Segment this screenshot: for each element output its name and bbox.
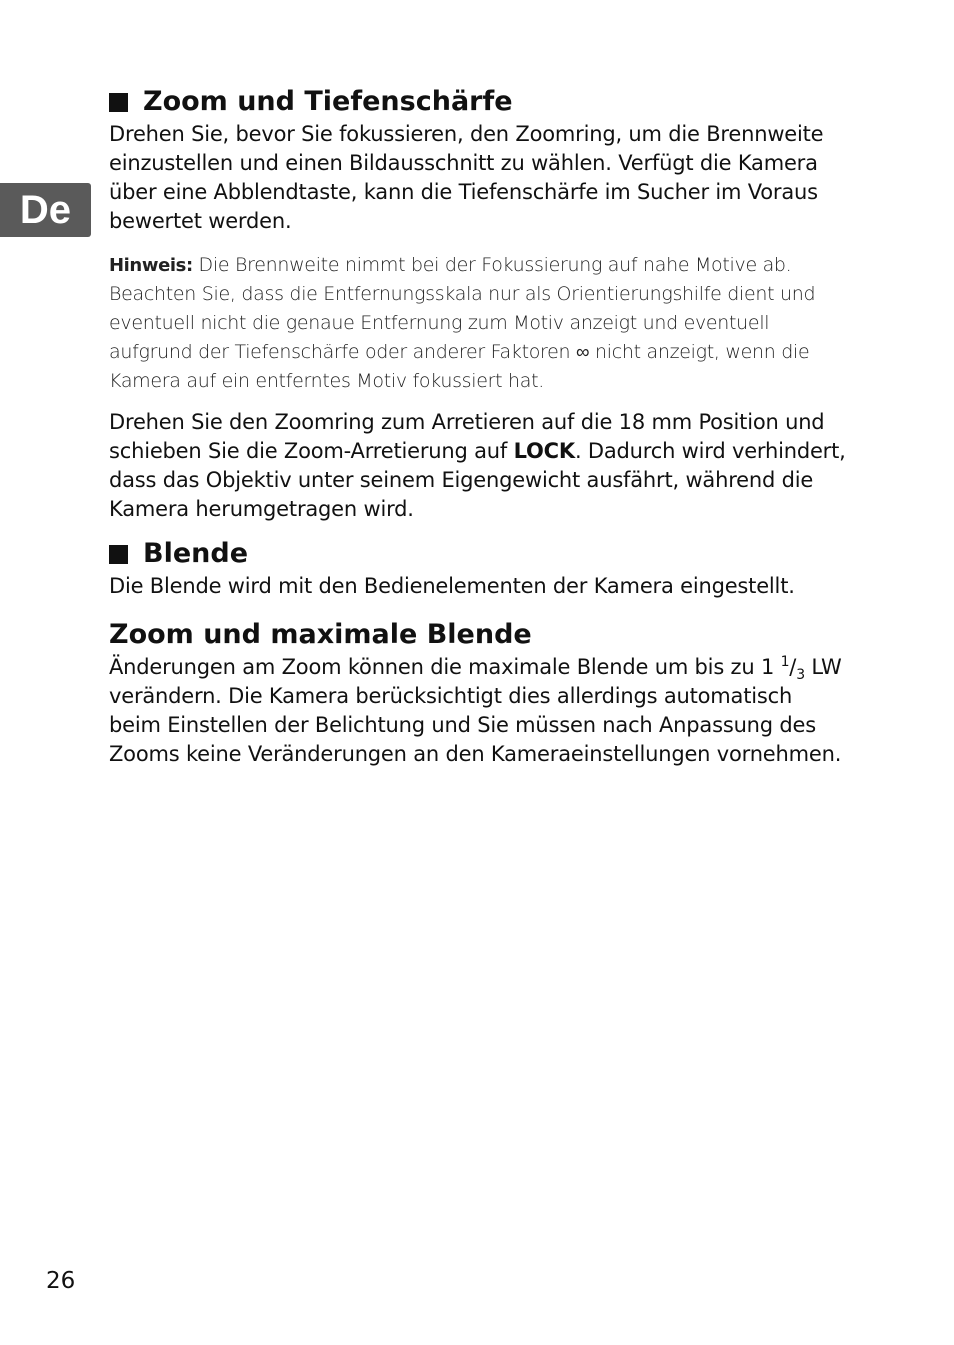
page-content (109, 84, 849, 769)
section-heading-blende (109, 536, 849, 572)
fraction-denominator: 3 (796, 667, 805, 684)
lock-word: LOCK (513, 439, 575, 463)
paragraph-zoom-lock (109, 408, 849, 524)
text-before-fraction: Änderungen am Zoom können die maximale Blende um bis zu 1 (109, 655, 781, 679)
lock-text-after: . Dadurch wird verhindert, dass das Objektiv unter seinem Eigengewicht ausfährt, während die Kamera herumgetragen wird. (109, 439, 846, 521)
language-tab: De (0, 183, 91, 237)
paragraph-blende: Die Blende wird mit den Bedienelementen der Kamera eingestellt. (109, 574, 795, 598)
paragraph-zoom-intro: Drehen Sie, bevor Sie fokussieren, den Zoomring, um die Brennweite einzustellen und einen Bildausschnitt zu wählen. Verfügt die Kamera über eine Abblendtaste, kann die Tiefenschärfe im Sucher im Voraus bewertet werden. (109, 122, 824, 233)
note-paragraph (109, 251, 849, 396)
paragraph-zoom-max-blende (109, 653, 849, 769)
text-after-fraction: LW verändern. Die Kamera berücksichtigt dies allerdings automatisch beim Einstellen der Belichtung und Sie müssen nach Anpassung des Zooms keine Veränderungen an den Kameraeinstellungen vornehmen. (109, 655, 842, 766)
note-label: Hinweis: (109, 255, 193, 276)
section-heading-zoom-tiefenschaerfe (109, 84, 849, 120)
note-text: Die Brennweite nimmt bei der Fokussierung auf nahe Motive ab. Beachten Sie, dass die Entfernungsskala nur als Orientierungshilfe dient und eventuell nicht die genaue Entfernung zum Motiv anzeigt und eventuell aufgrund der Tiefenschärfe oder anderer Faktoren ∞ nicht anzeigt, wenn die Kamera auf ein entferntes Motiv fokussiert hat. (109, 254, 816, 392)
section-heading-zoom-maximale-blende: Zoom und maximale Blende (109, 619, 532, 650)
heading-text: Zoom und Tiefenschärfe (143, 86, 513, 117)
square-bullet-icon (109, 93, 128, 112)
heading-text: Blende (143, 538, 249, 569)
fraction-numerator: 1 (780, 654, 790, 670)
lock-text-before: Drehen Sie den Zoomring zum Arretieren auf die 18 mm Position und schieben Sie die Zoom-Arretierung auf (109, 410, 825, 463)
fraction-slash: / (789, 655, 797, 679)
square-bullet-icon (109, 545, 128, 564)
page-number: 26 (46, 1268, 76, 1294)
